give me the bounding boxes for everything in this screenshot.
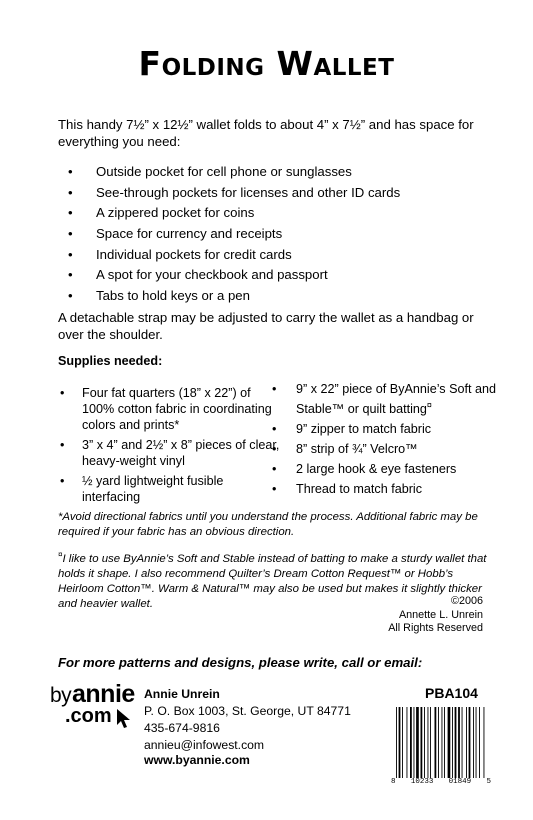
supplies-list-left xyxy=(60,385,280,509)
strap-paragraph: A detachable strap may be adjusted to carry the wallet as a handbag or over the shoulder. xyxy=(58,310,474,342)
logo-by: by xyxy=(50,684,72,707)
barcode-digits xyxy=(391,778,491,786)
copyright-year: ©2006 xyxy=(451,595,483,607)
logo-annie: annie xyxy=(72,680,135,708)
list-item: • 8” strip of ¾” Velcro™ xyxy=(272,441,497,457)
barcode-right-digit: 5 xyxy=(486,778,491,786)
list-item: • A spot for your checkbook and passport xyxy=(58,266,400,287)
website-link[interactable]: www.byannie.com xyxy=(144,753,250,767)
list-item: • Individual pockets for credit cards xyxy=(58,246,400,267)
barcode-group-1: 10233 xyxy=(410,778,434,786)
intro-paragraph: This handy 7½” x 12½” wallet folds to about 4” x 7½” and has space for everything you need: xyxy=(58,117,474,149)
list-item: • Four fat quarters (18” x 22”) of 100% cotton fabric in coordinating colors and prints* xyxy=(60,385,280,433)
list-item: • 2 large hook & eye fasteners xyxy=(272,461,497,477)
list-item: • Space for currency and receipts xyxy=(58,225,400,246)
feature-list xyxy=(58,163,400,308)
list-item: • See-through pockets for licenses and other ID cards xyxy=(58,184,400,205)
logo-com: .com xyxy=(65,705,112,727)
contact-address: P. O. Box 1003, St. George, UT 84771 xyxy=(144,704,351,718)
contact-email[interactable]: annieu@infowest.com xyxy=(144,738,265,752)
directional-fabric-note: *Avoid directional fabrics until you understand the process. Additional fabric may be required if your fabric has an obvious direction. xyxy=(58,511,478,538)
copyright-block xyxy=(388,595,483,636)
batting-note-text: I like to use ByAnnie’s Soft and Stable instead of batting to make a sturdy wallet that holds it shape. I also recommend Quilter’s Dream Cotton Request™ or Hobb’s Heirloom Cotton™. Warm & Natural™ may also be used but makes it slightly thicker and heavier wallet. xyxy=(58,552,487,610)
supplies-list-right xyxy=(272,381,497,501)
list-item-text: 9” x 22” piece of ByAnnie’s Soft and Stable™ or quilt batting xyxy=(296,382,496,417)
byannie-logo xyxy=(50,680,140,740)
copyright-author: Annette L. Unrein xyxy=(398,608,483,621)
contact-prompt: For more patterns and designs, please write, call or email: xyxy=(58,655,423,670)
list-item: • Outside pocket for cell phone or sunglasses xyxy=(58,163,400,184)
product-code: PBA104 xyxy=(425,685,478,701)
barcode-left-digit: 8 xyxy=(391,778,396,786)
list-item: • 3” x 4” and 2½” x 8” pieces of clear, heavy-weight vinyl xyxy=(60,437,280,469)
contact-block xyxy=(144,686,351,754)
list-item: • Thread to match fabric xyxy=(272,481,497,497)
list-item: • 9” x 22” piece of ByAnnie’s Soft and Stable™ or quilt batting¤ xyxy=(272,381,497,417)
batting-note: ¤I like to use ByAnnie’s Soft and Stable instead of batting to make a sturdy wallet that holds it shape. I also recommend Quilter’s Dream Cotton Request™ or Hobb’s Heirloom Cotton™. Warm & Natural™ may also be used but makes it slightly thicker and heavier wallet. xyxy=(58,550,487,610)
supplies-heading: Supplies needed: xyxy=(58,354,163,368)
barcode-group-2: 01849 xyxy=(448,778,472,786)
contact-phone: 435-674-9816 xyxy=(144,721,220,735)
page-title: Folding Wallet xyxy=(138,44,395,83)
copyright-rights: All Rights Reserved xyxy=(388,622,483,634)
cursor-arrow-icon xyxy=(116,708,134,730)
list-item: • ½ yard lightweight fusible interfacing xyxy=(60,473,280,505)
contact-name: Annie Unrein xyxy=(144,687,220,701)
list-item: • Tabs to hold keys or a pen xyxy=(58,287,400,308)
list-item: • 9” zipper to match fabric xyxy=(272,421,497,437)
list-item: • A zippered pocket for coins xyxy=(58,204,400,225)
